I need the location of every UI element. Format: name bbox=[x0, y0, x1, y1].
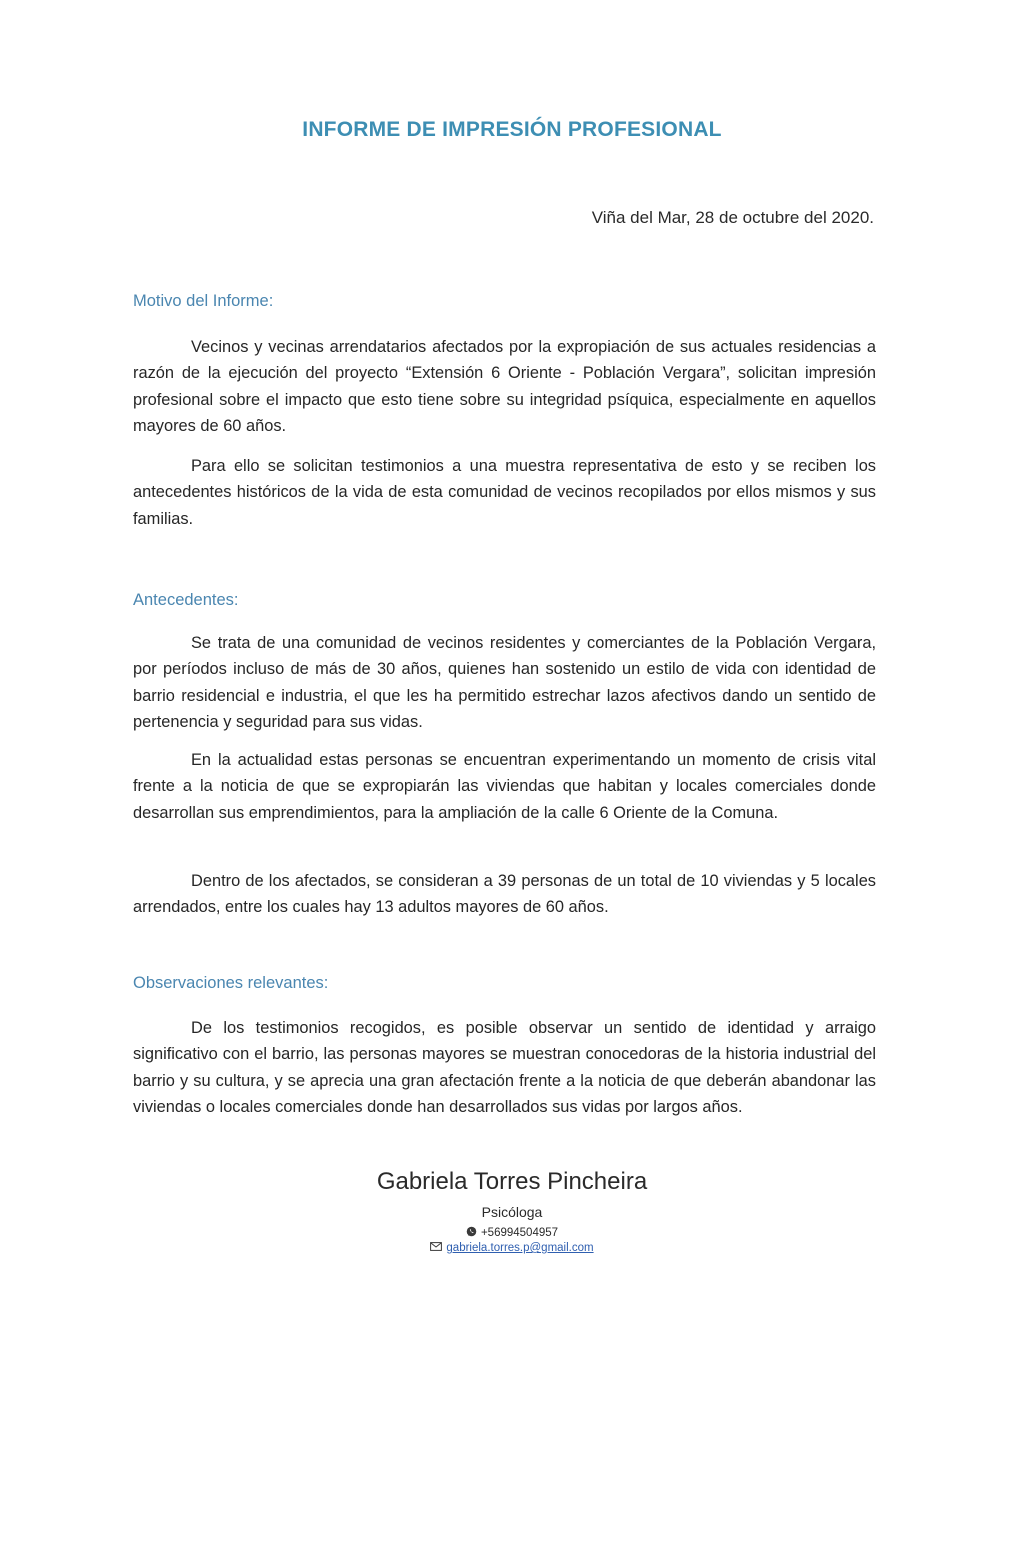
whatsapp-icon bbox=[466, 1226, 477, 1240]
section-heading-motivo: Motivo del Informe: bbox=[133, 292, 274, 310]
paragraph-motivo-2: Para ello se solicitan testimonios a una muestra representativa de esto y se reciben los antecedentes históricos de la vida de esta comunidad de vecinos recopilados por ellos mismos y sus familias. bbox=[133, 457, 876, 528]
section-heading-antecedentes: Antecedentes: bbox=[133, 591, 239, 609]
paragraph-motivo-1: Vecinos y vecinas arrendatarios afectados por la expropiación de sus actuales residencias a razón de la ejecución del proyecto “Extensión 6 Oriente - Población Vergara”, solicitan impresión profesional sobre el impacto que esto tiene sobre su integridad psíquica, especialmente en aquellos mayores de 60 años. bbox=[133, 338, 876, 435]
signature-phone: +56994504957 bbox=[480, 1227, 559, 1240]
paragraph-antecedentes-3: Dentro de los afectados, se consideran a 39 personas de un total de 10 viviendas y 5 locales arrendados, entre los cuales hay 13 adultos mayores de 60 años. bbox=[133, 872, 876, 917]
signature-email-link[interactable]: gabriela.torres.p@gmail.com bbox=[446, 1242, 594, 1255]
signature-phone-line bbox=[0, 1226, 1024, 1240]
paragraph-antecedentes-2: En la actualidad estas personas se encuentran experimentando un momento de crisis vital frente a la noticia de que se expropiarán las viviendas que habitan y locales comerciales donde desarrollan sus emprendimientos, para la ampliación de la calle 6 Oriente de la Comuna. bbox=[133, 751, 876, 822]
date-line: Viña del Mar, 28 de octubre del 2020. bbox=[591, 208, 874, 227]
paragraph-antecedentes-1: Se trata de una comunidad de vecinos residentes y comerciantes de la Población Vergara, por períodos incluso de más de 30 años, quienes han sostenido un estilo de vida con identidad de barrio residencial e industria, el que les ha permitido estrechar lazos afectivos dando un sentido de pertenencia y seguridad para sus vidas. bbox=[133, 634, 876, 731]
signature-name: Gabriela Torres Pincheira bbox=[376, 1168, 648, 1195]
envelope-icon bbox=[430, 1242, 442, 1254]
signature-email-line bbox=[0, 1242, 1024, 1254]
document-title: INFORME DE IMPRESIÓN PROFESIONAL bbox=[302, 118, 722, 141]
signature-role: Psicóloga bbox=[481, 1204, 543, 1220]
section-heading-observaciones: Observaciones relevantes: bbox=[133, 974, 329, 992]
paragraph-observaciones-1: De los testimonios recogidos, es posible observar un sentido de identidad y arraigo significativo con el barrio, las personas mayores se muestran conocedoras de la historia industrial del barrio y su cultura, y se aprecia una gran afectación frente a la noticia de que deberán abandonar las viviendas o locales comerciales donde han desarrollados sus vidas por largos años. bbox=[133, 1019, 876, 1116]
